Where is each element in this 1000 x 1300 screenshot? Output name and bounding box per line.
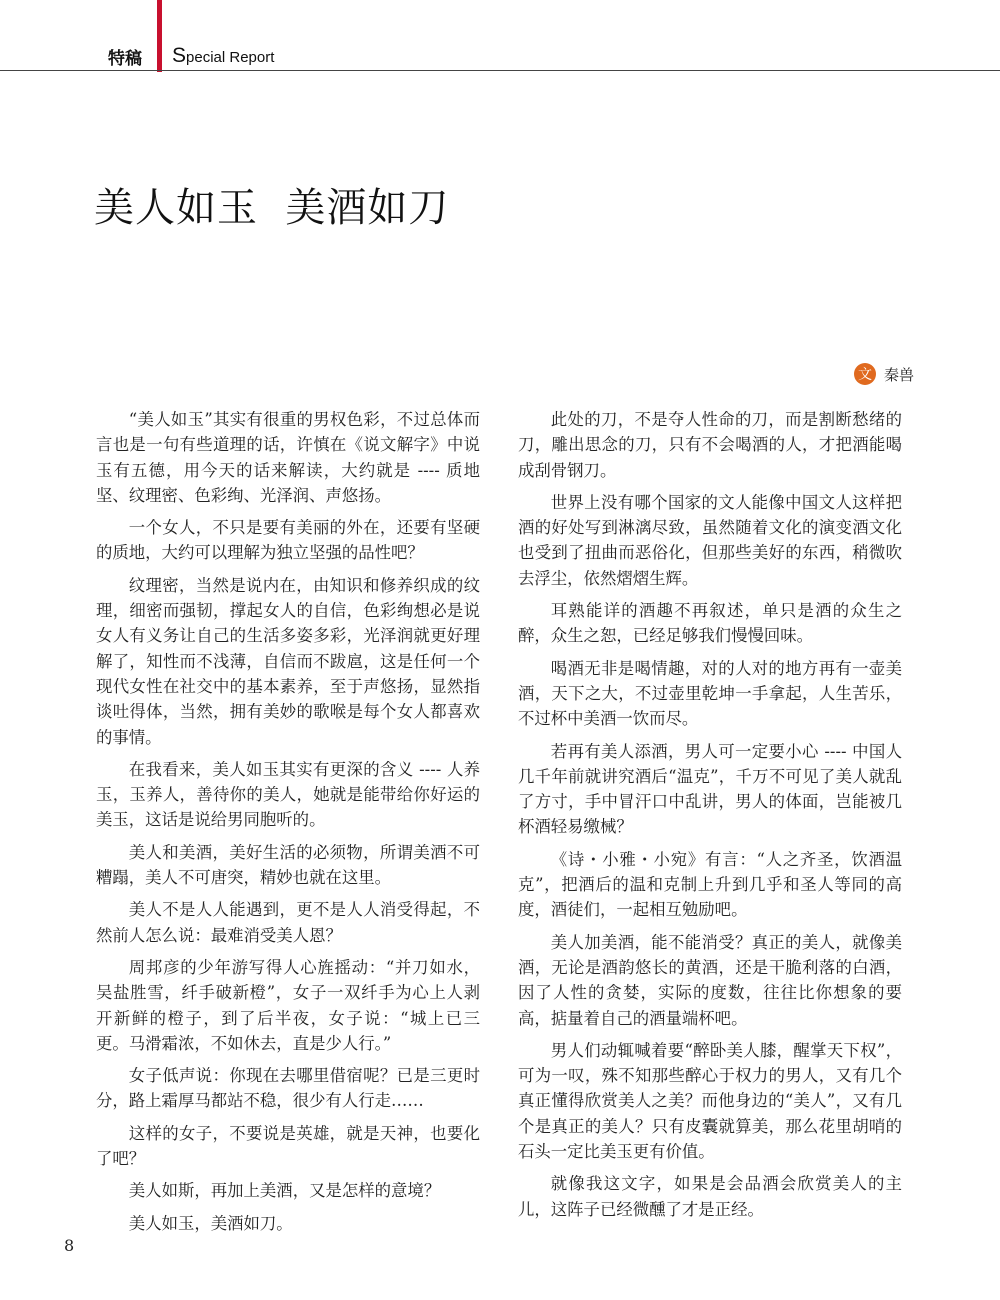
section-label-en-initial: S [172,44,187,67]
article-column-right [518,407,902,1229]
paragraph: 喝酒无非是喝情趣，对的人对的地方再有一壶美酒，天下之大，不过壶里乾坤一手拿起，人生苦乐，不过杯中美酒一饮而尽。 [518,658,902,729]
paragraph: 男人们动辄喊着要“醉卧美人膝，醒掌天下权”，可为一叹，殊不知那些醉心于权力的男人，又有几个真正懂得欣赏美人之美？而他身边的“美人”，又有几个是真正的美人？只有皮囊就算美，那么花里胡哨的石头一定比美玉更有价值。 [518,1040,902,1162]
paragraph: 若再有美人添酒，男人可一定要小心 ---- 中国人几千年前就讲究酒后“温克”，千万不可见了美人就乱了方寸，手中冒汗口中乱讲，男人的体面，岂能被几杯酒轻易缴械？ [518,741,902,837]
paragraph: 美人不是人人能遇到，更不是人人消受得起，不然前人怎么说：最难消受美人恩？ [96,900,480,945]
byline-badge: 文 [854,363,876,385]
article-column-left [96,407,480,1243]
paragraph: 美人如玉，美酒如刀。 [128,1213,293,1233]
page-number: 8 [64,1236,75,1255]
section-label-en-rest: pecial Report [186,49,275,66]
paragraph: 在我看来，美人如玉其实有更深的含义 ---- 人养玉，玉养人，善待你的美人，她就是能带给你好运的美玉，这话是说给男同胞听的。 [96,759,480,830]
paragraph: 纹理密，当然是说内在，由知识和修养织成的纹理，细密而强韧，撑起女人的自信，色彩绚想必是说女人有义务让自己的生活多姿多彩，光泽润就更好理解了，知性而不浅薄，自信而不跋扈，这是任何一个现代女性在社交中的基本素养，至于声悠扬，显然指谈吐得体，当然，拥有美妙的歌喉是每个女人都喜欢的事情。 [96,575,480,747]
paragraph: 世界上没有哪个国家的文人能像中国文人这样把酒的好处写到淋漓尽致，虽然随着文化的演变酒文化也受到了扭曲而恶俗化，但那些美好的东西，稍微吹去浮尘，依然熠熠生辉。 [518,492,902,588]
paragraph: 美人和美酒，美好生活的必须物，所谓美酒不可糟蹋，美人不可唐突，精妙也就在这里。 [96,842,480,888]
paragraph: 一个女人，不只是要有美丽的外在，还要有坚硬的质地，大约可以理解为独立坚强的品性吧？ [96,518,480,563]
section-label-en [172,44,274,68]
paragraph: 美人加美酒，能不能消受？真正的美人，就像美酒，无论是酒韵悠长的黄酒，还是干脆利落的白酒，因了人性的贪婪，实际的度数，往往比你想象的要高，掂量着自己的酒量端杯吧。 [518,932,902,1028]
paragraph: 《诗・小雅・小宛》有言：“人之齐圣，饮酒温克”，把酒后的温和克制上升到几乎和圣人等同的高度，酒徒们，一起相互勉励吧。 [518,849,902,920]
byline [854,363,914,385]
paragraph: 就像我这文字，如果是会品酒会欣赏美人的主儿，这阵子已经微醺了才是正经。 [518,1174,902,1219]
article-title: 美人如玉 美酒如刀 [94,185,450,231]
paragraph: 女子低声说：你现在去哪里借宿呢？已是三更时分，路上霜厚马都站不稳，很少有人行走…… [96,1066,480,1111]
author-name: 秦兽 [883,365,914,384]
paragraph: “美人如玉”其实有很重的男权色彩，不过总体而言也是一句有些道理的话，许慎在《说文解字》中说玉有五德，用今天的话来解读，大约就是 ---- 质地坚、纹理密、色彩绚、光泽润、声悠扬。 [96,410,480,505]
paragraph: 此处的刀，不是夺人性命的刀，而是割断愁绪的刀，雕出思念的刀，只有不会喝酒的人，才把酒能喝成刮骨钢刀。 [518,410,902,480]
header-rule [0,70,1000,71]
section-label-cn: 特稿 [108,49,142,69]
paragraph: 周邦彦的少年游写得人心旌摇动：“并刀如水，吴盐胜雪，纤手破新橙”，女子一双纤手为心上人剥开新鲜的橙子，到了后半夜，女子说：“城上已三更。马滑霜浓，不如休去，直是少人行。” [96,957,480,1053]
header-accent-bar [157,0,162,72]
paragraph: 美人如斯，再加上美酒，又是怎样的意境？ [128,1181,441,1201]
paragraph: 耳熟能详的酒趣不再叙述，单只是酒的众生之醉，众生之恕，已经足够我们慢慢回味。 [518,601,902,646]
paragraph: 这样的女子，不要说是英雄，就是天神，也要化了吧？ [96,1123,480,1169]
